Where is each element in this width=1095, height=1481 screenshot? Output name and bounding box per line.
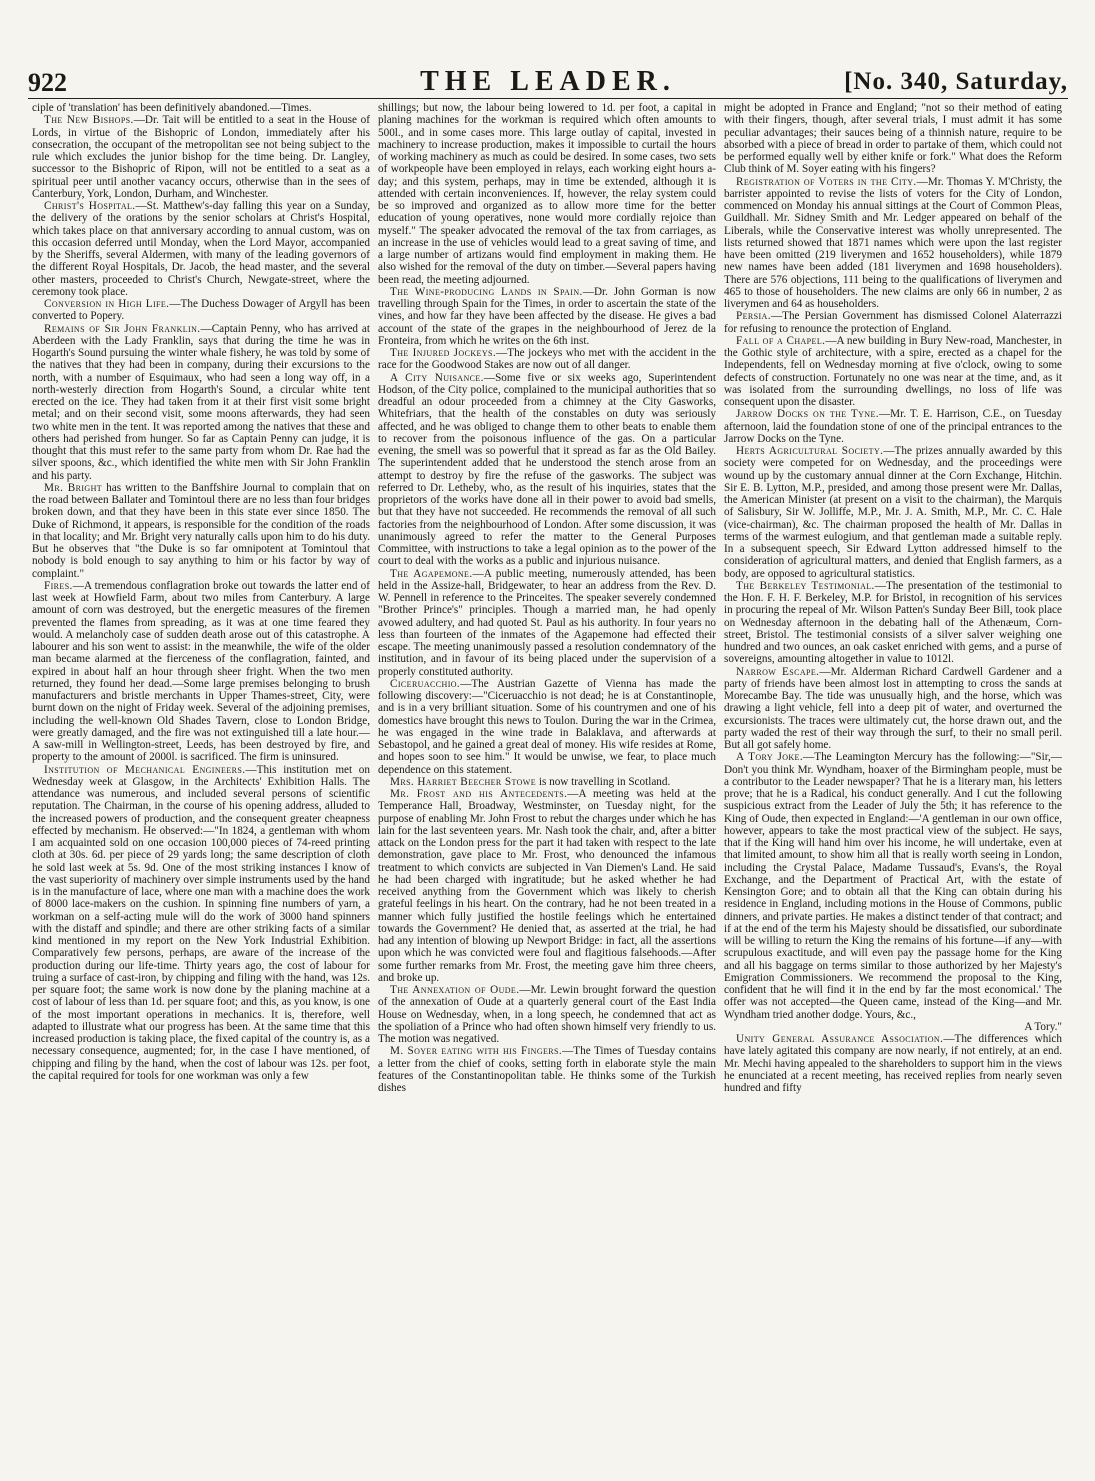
- article-body: —A tremendous conflagration broke out towards the latter end of last week at Howfield Farm, about two miles from Canterbury. A large amount of corn was destroyed, but the energetic measures of the firemen prevented the flames from spreading, as it was at one time feared they would. A melancholy case of sudden death arose out of this catastrophe. A labourer and his son went to assist: in the meanwhile, the wife of the older man became alarmed at the fierceness of the conflagration, fainted, and expired in about half an hour through sheer fright. When the two men returned, they found her dead.—Some large premises belonging to brush manufacturers and bristle merchants in Upper Thames-street, City, were burnt down on the night of Friday week. Several of the adjoining premises, including the well-known Old Shades Tavern, close to London Bridge, were greatly damaged, and the fire was not extinguished till a late hour.—A saw-mill in Wellington-street, Leeds, has been destroyed by fire, and property to the amount of 2000l. is sacrificed. The firm is uninsured.: [32, 579, 370, 764]
- page-number: 922: [28, 68, 67, 97]
- article-heading: Jarrow Docks on the Tyne.: [736, 408, 879, 421]
- article-paragraph: [378, 776, 716, 788]
- article-paragraph: [724, 445, 1062, 580]
- article-body: —This institution met on Wednesday week at Glasgow, in the Architects' Exhibition Halls. The attendance was numerous, and included several persons of scientific reputation. The Chairman, in the course of his opening address, alluded to the increased powers of production, and the consequent greater cheapness effected by mechanism. He observed:—"In 1824, a gentleman with whom I am acquainted sold on one occasion 100,000 pieces of 74-reed printing cloth at 30s. 6d. per piece of 29 yards long; the same description of cloth he sold last week at 5s. 9d. One of the most striking instances I know of the vast superiority of machinery over simple instruments used by the hand is in the manufacture of lace, where one man with a machine does the work of 8000 lace-makers on the cushion. In spinning fine numbers of yarn, a workman on a self-acting mule will do the work of 3000 hand spinners with the distaff and spindle; and there are other striking facts of a similar kind mentioned in my report on the New York Industrial Exhibition. Comparatively few persons, perhaps, are aware of the increase of the production during our life-time. Thirty years ago, the cost of labour for truing a surface of cast-iron, by chipping and filing with the hand, was 12s. per square foot; the same work is now done by the planing machine at a cost of labour of less than 1d. per square foot; and this, as you know, is one of the most important operations in mechanics. It is, therefore, well adapted to illustrate what our progress has been. At the same time that this increased production is taking place, the fixed capital of the country is, as a necessary consequence, augmented; for, in the case I have mentioned, of chipping and filing by the hand, when the cost of labour was 12s. per foot, the capital required for tools for one workman was only a few: [32, 763, 370, 1082]
- article-body: —The jockeys who met with the accident in the race for the Goodwood Stakes are now out of all danger.: [378, 347, 716, 372]
- article-heading: The Berkeley Testimonial.: [736, 579, 875, 592]
- article-heading: Registration of Voters in the City.: [736, 175, 917, 188]
- continued-paragraph: [378, 102, 716, 286]
- article-paragraph: [378, 286, 716, 347]
- article-heading: Mrs. Harriet Beecher Stowe: [390, 775, 537, 788]
- article-body: is now travelling in Scotland.: [536, 775, 671, 788]
- article-paragraph: [378, 568, 716, 678]
- article-body: —Mr. Thomas Y. M'Christy, the barrister appointed to revise the lists of voters for the City of London, commenced on Monday his annual sittings at the Court of Common Pleas, Guildhall. Mr. Sidney Smith and Mr. Ledger appeared on behalf of the Liberals, while the Conservative interest was wholly unrepresented. The lists returned showed that 1871 names which were upon the last register have been omitted (219 liverymen and 1652 householders), while 1879 new names have been added (181 liverymen and 1698 householders). There are 576 objections, 111 being to the qualifications of liverymen and 465 to those of householders. The new claims are only 66 in number, 2 as liverymen and 64 as householders.: [724, 175, 1062, 310]
- continued-paragraph: [724, 102, 1062, 176]
- article-body: —The Times of Tuesday contains a letter from the chief of cooks, setting forth in elaborate style the main features of the Constantinopolitan table. He thinks some of the Turkish dishes: [378, 1045, 716, 1094]
- article-heading: The Wine-producing Lands in Spain.: [390, 285, 583, 298]
- header-rule: [28, 98, 1068, 99]
- article-paragraph: [378, 372, 716, 568]
- article-body: —A meeting was held at the Temperance Hall, Broadway, Westminster, on Tuesday night, for the purpose of enabling Mr. John Frost to rebut the charges under which he has lain for the last seventeen years. Mr. Nash took the chair, and, after a bitter attack on the London press for the part it had taken with respect to the late demonstration, gave place to Mr. Frost, who denounced the infamous treatment to which convicts are subjected in Van Diemen's Land. He said he had been charged with ingratitude; but he asked whether he had received anything from the Government which was likely to cherish grateful feelings in his heart. On the contrary, had he not been treated in a manner which fully justified the hostile feelings which he entertained towards the Government? He denied that, as asserted at the trial, he had had any intention of blowing up Newport Bridge: in fact, all the assertions upon which he was convicted were foul and flagitious falsehoods.—After some further remarks from Mr. Frost, the meeting gave him three cheers, and broke up.: [378, 788, 716, 984]
- article-paragraph: [32, 323, 370, 482]
- article-body: —Mr. Lewin brought forward the question of the annexation of Oude at a quarterly general court of the East India House on Wednesday, when, in a long speech, he condemned that act as the spoliation of a Prince who had often shown himself very friendly to us. The motion was negatived.: [378, 984, 716, 1045]
- article-heading: Institution of Mechanical Engineers.: [44, 763, 246, 776]
- article-heading: The Injured Jockeys.: [390, 347, 497, 359]
- article-body: has written to the Banffshire Journal to complain that on the road between Ballater and Tomintoul there are no less than four bridges broken down, and that they have been in this state ever since 1850. The Duke of Richmond, it appears, is responsible for the condition of the roads in that locality; and Mr. Bright very naturally calls upon him to do his duty. But he observes that "the Duke is so far omnipotent at Tomintoul that nobody is bold enough to say anything to him or his factor by way of complaint.": [32, 481, 370, 580]
- article-paragraph: [724, 580, 1062, 666]
- article-heading: Mr. Frost and his Antecedents.: [390, 788, 568, 800]
- article-body: —The presentation of the testimonial to the Hon. F. H. F. Berkeley, M.P. for Bristol, in recognition of his services in procuring the repeal of Mr. Wilson Patten's Sunday Beer Bill, took place on Wednesday afternoon in the debating hall of the Athenæum, Corn-street, Bristol. The testimonial consists of a silver salver weighing one hundred and two ounces, an oak casket enriched with gems, and a purse of sovereigns, amounting altogether in value to 1012l.: [724, 579, 1062, 666]
- article-heading: Persia.: [736, 310, 771, 323]
- article-body: might be adopted in France and England; "not so their method of eating with their fingers, though, after several trials, I must admit it has some peculiar advantages; their sauces being of a thinnish nature, require to be absorbed with a piece of bread in order to partake of them, which could not be performed equally well by either knife or fork." What does the Reform Club think of M. Soyer eating with his fingers?: [724, 102, 1062, 176]
- article-heading: Fall of a Chapel.: [736, 334, 826, 347]
- page-header: [28, 62, 1068, 96]
- article-heading: M. Soyer eating with his Fingers.: [390, 1045, 563, 1058]
- article-paragraph: [378, 788, 716, 984]
- article-body: —The Leamington Mercury has the following:—"Sir,—Don't you think Mr. Wyndham, hoaxer of the Birmingham people, must be a contributor to the Leader newspaper? That he is a literary man, his letters prove; that he is a Radical, his conduct generally. And I cut the following suspicious extract from the Leader of July the 5th; it has reference to the King of Oude, then expected in England:—'A gentleman in our own office, however, appears to take the most practical view of the subject. He says, that if the King will hand him over his income, he will undertake, even at that limited amount, to show him all that is really worth seeing in London, including the Crystal Palace, Madame Tussaud's, Evans's, the Royal Exchange, and the Department of Practical Art, with the estate of Kensington Gore; and to obtain all that the King can obtain during his residence in England, including motions in the House of Commons, public dinners, and private parties. He makes a distinct tender of that contract; and if at the end of the term his Majesty should be dissatisfied, our subordinate will be willing to return the King the remains of his fortune—if any—with scrupulous exactitude, and will even pay the passage home for the King and all his baggage on terms similar to those authorized by her Majesty's Emigration Commissioners. We recommend the proposal to the King, confident that he will find it in the end by far the most economical.' The offer was not accepted—the Queen came, instead of the King—and Mr. Wyndham tried another dodge. Yours, &c.,: [724, 751, 1062, 1021]
- article-paragraph: [32, 298, 370, 323]
- article-body: —Dr. John Gorman is now travelling through Spain for the Times, in order to ascertain the state of the vines, and how far they have been affected by the disease. He gives a bad account of the state of the grapes in the neighbourhood of Jerez de la Fronteira, from which he writes on the 6th inst.: [378, 285, 716, 347]
- article-paragraph: [724, 408, 1062, 445]
- article-paragraph: [32, 580, 370, 764]
- article-heading: Ciceruacchio.: [390, 677, 461, 690]
- article-body: —Some five or six weeks ago, Superintendent Hodson, of the City police, complained to the municipal authorities that so dreadful an odour proceeded from a chimney at the City Gasworks, Whitefriars, that the health of the constables on duty was seriously affected, and he was obliged to change them to other beats to enable them to recover from the poisonous influence of the gas. On a particular evening, the smell was so powerful that it spread as far as the Old Bailey. The superintendent added that he understood the stench arose from an attempt to destroy by fire the refuse of the gasworks. The subject was referred to Dr. Letheby, who, as the result of his inquiries, states that the proprietors of the works have done all in their power to avoid bad smells, but that they have not succeeded. He recommends the removal of all such factories from the neighbourhood of London. After some discussion, it was unanimously agreed to refer the matter to the General Purposes Committee, with instructions to take a legal opinion as to the power of the court to deal with the works as a public and injurious nuisance.: [378, 371, 716, 568]
- article-heading: Fires.: [44, 579, 73, 592]
- article-body: —Captain Penny, who has arrived at Aberdeen with the Lady Franklin, says that during the time he was in Hogarth's Sound pursuing the winter whale fishery, he was told by some of the natives that they had been in company, during their excursions to the north, with a number of Esquimaux, who had seen a long way off, in a north-westerly direction from Hogarth's Sound, a circular white tent erected on the ice. They had taken from it at their first visit some bright metal; and on their second visit, some moons afterwards, they had seen two white men in the tent. It was reported among the natives that these and others had perished from hunger. So far as Captain Penny can judge, it is thought that this must refer to the same party from whom Dr. Rae had the silver spoons, &c., which identified the white men with Sir John Franklin and his party.: [32, 322, 370, 482]
- column-2: [378, 102, 716, 1444]
- article-signature: A Tory.": [1024, 1020, 1062, 1033]
- article-paragraph: [378, 1045, 716, 1094]
- article-heading: The Agapemone.: [390, 567, 473, 580]
- article-heading: Mr. Bright: [44, 481, 103, 494]
- article-heading: Unity General Assurance Association.: [736, 1033, 944, 1045]
- article-heading: The Annexation of Oude.: [390, 984, 520, 996]
- article-paragraph: [724, 666, 1062, 752]
- article-paragraph: [724, 1033, 1062, 1094]
- article-body: —The prizes annually awarded by this society were competed for on Wednesday, and the proceedings were wound up by the customary annual dinner at the Corn Exchange, Hitchin. Sir E. B. Lytton, M.P., presided, and among those present were Mr. Dallas, the American Minister (at present on a visit to the chairman), the Marquis of Salisbury, Sir W. Jolliffe, M.P., Mr. J. A. Smith, M.P., Mr. C. C. Hale (vice-chairman), &c. The chairman proposed the health of Mr. Dallas in terms of the warmest eulogium, and that gentleman made a suitable reply. In a subsequent speech, Sir Edward Lytton addressed himself to the consideration of agricultural matters, and denied that English farmers, as a body, are opposed to agricultural statistics.: [724, 445, 1062, 580]
- article-body: —The differences which have lately agitated this company are now nearly, if not entirely, at an end. Mr. Mechi having appealed to the shareholders to support him in the views he enunciated at a recent meeting, has received replies from nearly seven hundred and fifty: [724, 1033, 1062, 1094]
- article-body: —The Duchess Dowager of Argyll has been converted to Popery.: [32, 298, 370, 323]
- article-paragraph: [32, 114, 370, 200]
- article-heading: A Tory Joke.: [736, 751, 804, 764]
- article-heading: Narrow Escape.: [736, 665, 820, 678]
- article-paragraph: [724, 751, 1062, 1021]
- issue-label: [No. 340, Saturday,: [844, 68, 1068, 95]
- article-heading: Christ's Hospital.: [44, 200, 136, 212]
- article-paragraph: [32, 482, 370, 580]
- article-heading: A City Nuisance.: [390, 371, 484, 384]
- masthead-title: THE LEADER.: [420, 66, 676, 97]
- article-body: —A new building in Bury New-road, Manchester, in the Gothic style of architecture, with a spire, erected as a chapel for the Independents, fell on Wednesday morning at five o'clock, owing to some defects of construction. Fortunately no one was near at the time, and, as it was isolated from the surrounding dwellings, no loss of life was consequent upon the disaster.: [724, 334, 1062, 408]
- column-1: [32, 102, 370, 1444]
- article-paragraph: [32, 764, 370, 1083]
- article-paragraph: [724, 176, 1062, 311]
- article-body: —The Austrian Gazette of Vienna has made the following discovery:—"Ciceruacchio is not dead; he is at Constantinople, and is in a very brilliant situation. Some of his countrymen and one of his domestics have brought this news to Toulon. During the war in the Crimea, he was engaged in the wine trade in Balaklava, and afterwards at Sebastopol, and he gained a great deal of money. His wife resides at Rome, and hopes soon to see him." It would be unwise, we fear, to place much dependence on this statement.: [378, 677, 716, 776]
- article-body: —St. Matthew's-day falling this year on a Sunday, the delivery of the orations by the senior scholars at Christ's Hospital, which takes place on that anniversary according to annual custom, was on this occasion deferred until Monday, when the Lord Mayor, accompanied by the Sheriffs, several Aldermen, with many of the leading governors of the different Royal Hospitals, Dr. Jacob, the head master, and the several other masters, proceeded to Christ's Church, Newgate-street, where the ceremony took place.: [32, 200, 370, 298]
- article-paragraph: [724, 310, 1062, 335]
- article-heading: Remains of Sir John Franklin.: [44, 322, 201, 335]
- article-heading: The New Bishops.: [44, 114, 134, 127]
- article-body: ciple of 'translation' has been definitively abandoned.—Times.: [32, 102, 312, 114]
- article-paragraph: [378, 984, 716, 1045]
- article-paragraph: [378, 347, 716, 372]
- column-3: [724, 102, 1062, 1444]
- article-body: —Mr. T. E. Harrison, C.E., on Tuesday afternoon, laid the foundation stone of one of the principal entrances to the Jarrow Docks on the Tyne.: [724, 408, 1062, 445]
- article-heading: Conversion in High Life.: [44, 298, 170, 310]
- article-body: —A public meeting, numerously attended, has been held in the Assize-hall, Bridgewater, to hear an address from the Rev. D. W. Pennell in reference to the Princeites. The speaker severely condemned "Brother Prince's" principles. Though a married man, he had openly avowed adultery, and had quoted St. Paul as his authority. In four years no less than fourteen of the inmates of the Agapemone had effected their escape. The meeting unanimously passed a resolution condemnatory of the institution, and in favour of its being placed under the supervision of a properly constituted authority.: [378, 567, 716, 678]
- article-paragraph: [32, 200, 370, 298]
- article-body: —The Persian Government has dismissed Colonel Alaterrazzi for refusing to renounce the protection of England.: [724, 310, 1062, 335]
- article-body: shillings; but now, the labour being lowered to 1d. per foot, a capital in planing machines for the workman is required which often amounts to 500l., and in some cases more. This large outlay of capital, invested in machinery to increase production, makes it impossible to curtail the hours of working machinery as much as could be desired. In some cases, two sets of workpeople have been employed in relays, each working eight hours a-day; and this system, perhaps, may in time be extended, although it is attended with certain inconveniences. If, however, the relay system could be so improved and organized as to allow more time for the better education of young operatives, none would more cordially rejoice than myself." The speaker advocated the removal of the tax from carriages, as an increase in the use of vehicles would lead to a great saving of time, and a large number of artizans would find employment in making them. He also wished for the removal of the duty on timber.—Several papers having been read, the meeting adjourned.: [378, 102, 716, 286]
- article-heading: Herts Agricultural Society.: [736, 445, 884, 457]
- continued-paragraph: [32, 102, 370, 114]
- article-body: —Dr. Tait will be entitled to a seat in the House of Lords, in virtue of the Bishopric of London, immediately after his consecration, the occupant of the metropolitan see not being subject to the rule which excludes the junior bishop for the time being. Dr. Langley, successor to the Bishopric of Ripon, will not be entitled to a seat as a spiritual peer until another vacancy occurs, otherwise than in the sees of Canterbury, York, London, Durham, and Winchester.: [32, 114, 370, 200]
- article-paragraph: [724, 335, 1062, 409]
- article-paragraph: [378, 678, 716, 776]
- article-body: —Mr. Alderman Richard Cardwell Gardener and a party of friends have been almost lost in attempting to cross the sands at Morecambe Bay. The tide was unusually high, and the horse, which was drawing a light vehicle, fell into a deep pit of water, and overturned the excursionists. The traces were ultimately cut, the horse drawn out, and the party waded the rest of their way through the surf, to their no small peril. But all got safely home.: [724, 665, 1062, 751]
